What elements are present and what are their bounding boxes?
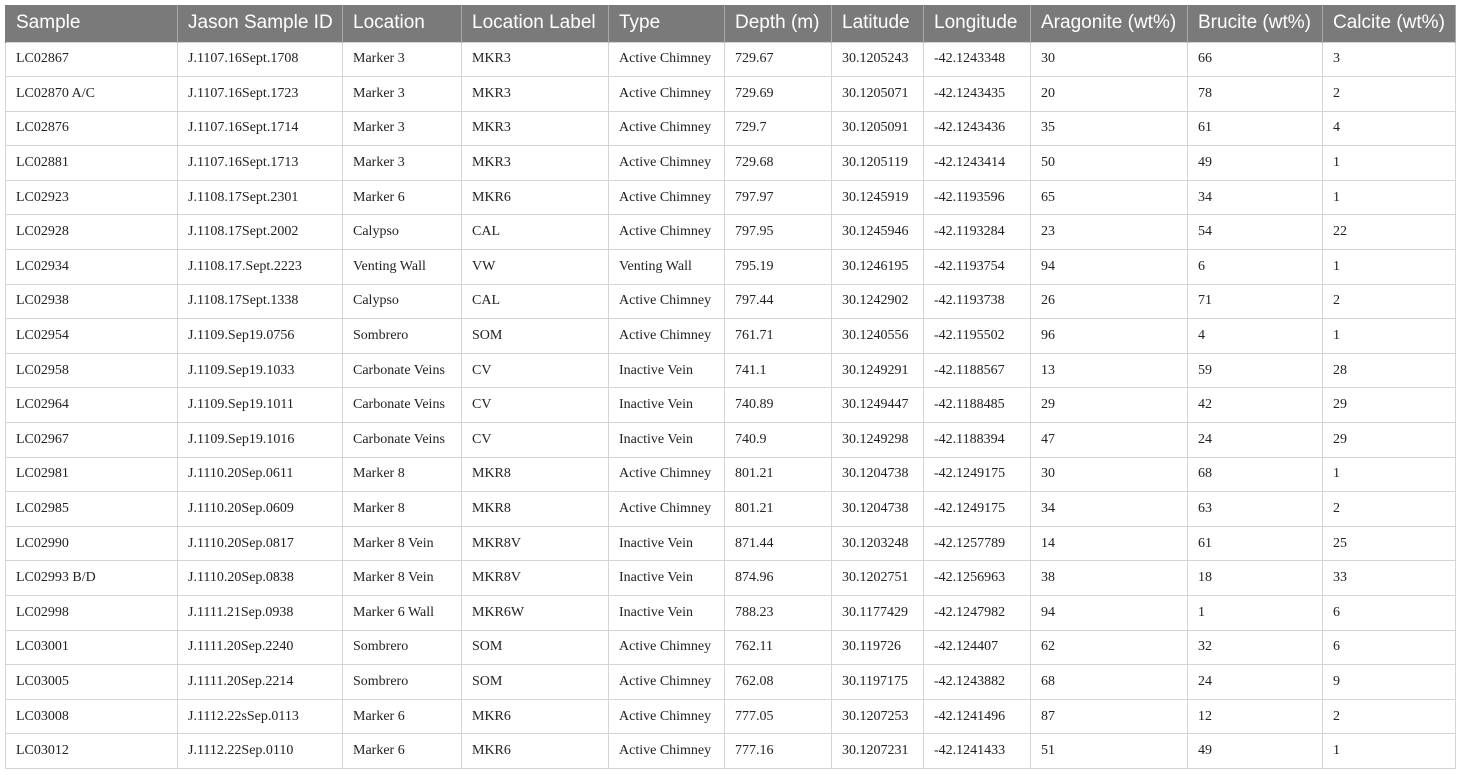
cell-longitude: -42.1243348 xyxy=(924,42,1031,77)
cell-location: Marker 6 Wall xyxy=(343,596,462,631)
cell-location-label: CAL xyxy=(462,284,609,319)
cell-longitude: -42.1243414 xyxy=(924,146,1031,181)
cell-type: Active Chimney xyxy=(609,42,725,77)
table-row xyxy=(6,734,1456,769)
table-row xyxy=(6,250,1456,285)
table-row xyxy=(6,630,1456,665)
cell-sample: LC02867 xyxy=(6,42,178,77)
table-row xyxy=(6,388,1456,423)
cell-sample: LC02981 xyxy=(6,457,178,492)
cell-type: Active Chimney xyxy=(609,457,725,492)
cell-depth: 729.68 xyxy=(725,146,832,181)
cell-longitude: -42.1188567 xyxy=(924,353,1031,388)
table-body xyxy=(6,42,1456,768)
cell-jason-sample-id: J.1107.16Sept.1714 xyxy=(178,111,343,146)
cell-latitude: 30.1205119 xyxy=(832,146,924,181)
cell-aragonite: 26 xyxy=(1031,284,1188,319)
cell-aragonite: 30 xyxy=(1031,42,1188,77)
cell-sample: LC02998 xyxy=(6,596,178,631)
cell-location: Marker 3 xyxy=(343,111,462,146)
cell-location-label: SOM xyxy=(462,665,609,700)
cell-longitude: -42.1195502 xyxy=(924,319,1031,354)
cell-latitude: 30.1177429 xyxy=(832,596,924,631)
cell-depth: 740.89 xyxy=(725,388,832,423)
cell-sample: LC02928 xyxy=(6,215,178,250)
cell-longitude: -42.1247982 xyxy=(924,596,1031,631)
column-header-jason-sample-id: Jason Sample ID xyxy=(178,5,343,42)
cell-location-label: MKR6W xyxy=(462,596,609,631)
cell-calcite: 1 xyxy=(1323,734,1456,769)
cell-calcite: 6 xyxy=(1323,630,1456,665)
cell-brucite: 24 xyxy=(1188,665,1323,700)
cell-type: Active Chimney xyxy=(609,215,725,250)
cell-aragonite: 13 xyxy=(1031,353,1188,388)
cell-aragonite: 14 xyxy=(1031,526,1188,561)
cell-location-label: VW xyxy=(462,250,609,285)
cell-type: Active Chimney xyxy=(609,77,725,112)
cell-type: Inactive Vein xyxy=(609,596,725,631)
column-header-latitude: Latitude xyxy=(832,5,924,42)
column-header-location: Location xyxy=(343,5,462,42)
cell-calcite: 25 xyxy=(1323,526,1456,561)
cell-location: Marker 3 xyxy=(343,146,462,181)
cell-aragonite: 50 xyxy=(1031,146,1188,181)
cell-longitude: -42.1193738 xyxy=(924,284,1031,319)
cell-sample: LC03005 xyxy=(6,665,178,700)
column-header-calcite: Calcite (wt%) xyxy=(1323,5,1456,42)
cell-brucite: 49 xyxy=(1188,734,1323,769)
cell-brucite: 63 xyxy=(1188,492,1323,527)
cell-aragonite: 87 xyxy=(1031,699,1188,734)
cell-depth: 777.16 xyxy=(725,734,832,769)
cell-jason-sample-id: J.1108.17.Sept.2223 xyxy=(178,250,343,285)
cell-aragonite: 35 xyxy=(1031,111,1188,146)
cell-jason-sample-id: J.1111.21Sep.0938 xyxy=(178,596,343,631)
cell-location-label: SOM xyxy=(462,319,609,354)
cell-location-label: CV xyxy=(462,423,609,458)
cell-jason-sample-id: J.1107.16Sept.1713 xyxy=(178,146,343,181)
cell-aragonite: 38 xyxy=(1031,561,1188,596)
cell-longitude: -42.1188394 xyxy=(924,423,1031,458)
cell-longitude: -42.1243882 xyxy=(924,665,1031,700)
cell-calcite: 28 xyxy=(1323,353,1456,388)
cell-depth: 874.96 xyxy=(725,561,832,596)
column-header-location-label: Location Label xyxy=(462,5,609,42)
cell-aragonite: 94 xyxy=(1031,250,1188,285)
cell-calcite: 2 xyxy=(1323,492,1456,527)
cell-location: Sombrero xyxy=(343,630,462,665)
cell-aragonite: 20 xyxy=(1031,77,1188,112)
cell-latitude: 30.1249291 xyxy=(832,353,924,388)
cell-jason-sample-id: J.1107.16Sept.1708 xyxy=(178,42,343,77)
cell-aragonite: 68 xyxy=(1031,665,1188,700)
cell-depth: 797.44 xyxy=(725,284,832,319)
table-row xyxy=(6,665,1456,700)
cell-aragonite: 96 xyxy=(1031,319,1188,354)
cell-brucite: 18 xyxy=(1188,561,1323,596)
cell-calcite: 1 xyxy=(1323,180,1456,215)
cell-brucite: 4 xyxy=(1188,319,1323,354)
cell-calcite: 9 xyxy=(1323,665,1456,700)
column-header-longitude: Longitude xyxy=(924,5,1031,42)
cell-location: Marker 6 xyxy=(343,734,462,769)
cell-latitude: 30.1203248 xyxy=(832,526,924,561)
table-row xyxy=(6,353,1456,388)
cell-location: Marker 3 xyxy=(343,42,462,77)
cell-latitude: 30.1205243 xyxy=(832,42,924,77)
cell-aragonite: 51 xyxy=(1031,734,1188,769)
cell-jason-sample-id: J.1110.20Sep.0611 xyxy=(178,457,343,492)
cell-latitude: 30.1240556 xyxy=(832,319,924,354)
cell-jason-sample-id: J.1112.22Sep.0110 xyxy=(178,734,343,769)
cell-calcite: 29 xyxy=(1323,423,1456,458)
cell-type: Inactive Vein xyxy=(609,526,725,561)
column-header-sample: Sample xyxy=(6,5,178,42)
table-row xyxy=(6,111,1456,146)
cell-type: Inactive Vein xyxy=(609,353,725,388)
cell-aragonite: 62 xyxy=(1031,630,1188,665)
cell-sample: LC03001 xyxy=(6,630,178,665)
cell-latitude: 30.1205071 xyxy=(832,77,924,112)
cell-location: Marker 3 xyxy=(343,77,462,112)
cell-aragonite: 34 xyxy=(1031,492,1188,527)
table-row xyxy=(6,77,1456,112)
cell-type: Active Chimney xyxy=(609,284,725,319)
cell-depth: 801.21 xyxy=(725,457,832,492)
cell-sample: LC02923 xyxy=(6,180,178,215)
cell-calcite: 1 xyxy=(1323,146,1456,181)
cell-brucite: 6 xyxy=(1188,250,1323,285)
cell-depth: 729.67 xyxy=(725,42,832,77)
cell-jason-sample-id: J.1109.Sep19.1033 xyxy=(178,353,343,388)
cell-location: Sombrero xyxy=(343,665,462,700)
cell-location: Calypso xyxy=(343,284,462,319)
cell-calcite: 3 xyxy=(1323,42,1456,77)
data-table xyxy=(5,5,1456,769)
cell-brucite: 49 xyxy=(1188,146,1323,181)
cell-type: Active Chimney xyxy=(609,734,725,769)
cell-brucite: 61 xyxy=(1188,111,1323,146)
cell-latitude: 30.1205091 xyxy=(832,111,924,146)
cell-type: Active Chimney xyxy=(609,111,725,146)
cell-longitude: -42.1249175 xyxy=(924,457,1031,492)
cell-longitude: -42.1193596 xyxy=(924,180,1031,215)
table-row xyxy=(6,215,1456,250)
cell-jason-sample-id: J.1108.17Sept.2002 xyxy=(178,215,343,250)
cell-brucite: 42 xyxy=(1188,388,1323,423)
cell-depth: 740.9 xyxy=(725,423,832,458)
cell-calcite: 1 xyxy=(1323,457,1456,492)
cell-brucite: 1 xyxy=(1188,596,1323,631)
cell-brucite: 61 xyxy=(1188,526,1323,561)
cell-jason-sample-id: J.1108.17Sept.1338 xyxy=(178,284,343,319)
cell-latitude: 30.1245919 xyxy=(832,180,924,215)
cell-sample: LC02870 A/C xyxy=(6,77,178,112)
cell-aragonite: 29 xyxy=(1031,388,1188,423)
cell-calcite: 22 xyxy=(1323,215,1456,250)
column-header-depth: Depth (m) xyxy=(725,5,832,42)
cell-calcite: 33 xyxy=(1323,561,1456,596)
cell-depth: 801.21 xyxy=(725,492,832,527)
cell-latitude: 30.1204738 xyxy=(832,457,924,492)
cell-brucite: 71 xyxy=(1188,284,1323,319)
cell-type: Active Chimney xyxy=(609,699,725,734)
cell-location-label: MKR8V xyxy=(462,561,609,596)
table-row xyxy=(6,457,1456,492)
table-row xyxy=(6,699,1456,734)
table-row xyxy=(6,42,1456,77)
cell-latitude: 30.1207253 xyxy=(832,699,924,734)
cell-sample: LC03008 xyxy=(6,699,178,734)
cell-type: Active Chimney xyxy=(609,180,725,215)
cell-type: Inactive Vein xyxy=(609,388,725,423)
cell-location-label: MKR3 xyxy=(462,146,609,181)
cell-location: Marker 8 xyxy=(343,492,462,527)
cell-sample: LC02954 xyxy=(6,319,178,354)
cell-location: Carbonate Veins xyxy=(343,353,462,388)
column-header-type: Type xyxy=(609,5,725,42)
cell-longitude: -42.1241433 xyxy=(924,734,1031,769)
cell-latitude: 30.1245946 xyxy=(832,215,924,250)
cell-location: Sombrero xyxy=(343,319,462,354)
cell-calcite: 2 xyxy=(1323,284,1456,319)
cell-calcite: 2 xyxy=(1323,77,1456,112)
cell-calcite: 1 xyxy=(1323,250,1456,285)
cell-location-label: MKR3 xyxy=(462,42,609,77)
cell-location-label: CV xyxy=(462,353,609,388)
cell-aragonite: 65 xyxy=(1031,180,1188,215)
cell-brucite: 54 xyxy=(1188,215,1323,250)
table-row xyxy=(6,423,1456,458)
cell-depth: 762.11 xyxy=(725,630,832,665)
cell-brucite: 59 xyxy=(1188,353,1323,388)
cell-jason-sample-id: J.1111.20Sep.2240 xyxy=(178,630,343,665)
cell-jason-sample-id: J.1109.Sep19.1011 xyxy=(178,388,343,423)
cell-depth: 797.97 xyxy=(725,180,832,215)
cell-depth: 797.95 xyxy=(725,215,832,250)
cell-aragonite: 23 xyxy=(1031,215,1188,250)
cell-location-label: MKR8 xyxy=(462,492,609,527)
cell-brucite: 66 xyxy=(1188,42,1323,77)
cell-brucite: 12 xyxy=(1188,699,1323,734)
cell-jason-sample-id: J.1109.Sep19.1016 xyxy=(178,423,343,458)
cell-sample: LC02934 xyxy=(6,250,178,285)
cell-depth: 788.23 xyxy=(725,596,832,631)
cell-location: Marker 8 Vein xyxy=(343,526,462,561)
cell-latitude: 30.1249298 xyxy=(832,423,924,458)
cell-calcite: 2 xyxy=(1323,699,1456,734)
cell-longitude: -42.1241496 xyxy=(924,699,1031,734)
cell-depth: 729.69 xyxy=(725,77,832,112)
cell-type: Venting Wall xyxy=(609,250,725,285)
cell-depth: 871.44 xyxy=(725,526,832,561)
cell-brucite: 78 xyxy=(1188,77,1323,112)
cell-sample: LC03012 xyxy=(6,734,178,769)
cell-aragonite: 94 xyxy=(1031,596,1188,631)
cell-location: Marker 8 Vein xyxy=(343,561,462,596)
cell-location: Venting Wall xyxy=(343,250,462,285)
cell-depth: 741.1 xyxy=(725,353,832,388)
table-row xyxy=(6,526,1456,561)
cell-location-label: MKR3 xyxy=(462,111,609,146)
cell-location-label: SOM xyxy=(462,630,609,665)
table-row xyxy=(6,146,1456,181)
cell-jason-sample-id: J.1110.20Sep.0817 xyxy=(178,526,343,561)
cell-sample: LC02990 xyxy=(6,526,178,561)
table-row xyxy=(6,284,1456,319)
cell-type: Active Chimney xyxy=(609,492,725,527)
cell-location: Marker 6 xyxy=(343,180,462,215)
cell-sample: LC02881 xyxy=(6,146,178,181)
cell-longitude: -42.1193754 xyxy=(924,250,1031,285)
cell-brucite: 24 xyxy=(1188,423,1323,458)
cell-sample: LC02964 xyxy=(6,388,178,423)
cell-location-label: CV xyxy=(462,388,609,423)
cell-calcite: 29 xyxy=(1323,388,1456,423)
cell-sample: LC02985 xyxy=(6,492,178,527)
cell-brucite: 32 xyxy=(1188,630,1323,665)
cell-longitude: -42.1249175 xyxy=(924,492,1031,527)
cell-location-label: MKR8V xyxy=(462,526,609,561)
cell-location: Carbonate Veins xyxy=(343,423,462,458)
cell-jason-sample-id: J.1109.Sep19.0756 xyxy=(178,319,343,354)
cell-longitude: -42.1188485 xyxy=(924,388,1031,423)
cell-sample: LC02958 xyxy=(6,353,178,388)
cell-location-label: MKR8 xyxy=(462,457,609,492)
cell-brucite: 68 xyxy=(1188,457,1323,492)
table-row xyxy=(6,180,1456,215)
table-row xyxy=(6,561,1456,596)
cell-sample: LC02993 B/D xyxy=(6,561,178,596)
cell-jason-sample-id: J.1110.20Sep.0838 xyxy=(178,561,343,596)
cell-location-label: MKR6 xyxy=(462,180,609,215)
cell-type: Active Chimney xyxy=(609,146,725,181)
cell-latitude: 30.1207231 xyxy=(832,734,924,769)
cell-type: Inactive Vein xyxy=(609,423,725,458)
cell-latitude: 30.1197175 xyxy=(832,665,924,700)
cell-sample: LC02967 xyxy=(6,423,178,458)
cell-location: Calypso xyxy=(343,215,462,250)
header-row xyxy=(6,5,1456,42)
cell-longitude: -42.1193284 xyxy=(924,215,1031,250)
cell-depth: 761.71 xyxy=(725,319,832,354)
cell-jason-sample-id: J.1112.22sSep.0113 xyxy=(178,699,343,734)
cell-latitude: 30.1202751 xyxy=(832,561,924,596)
cell-depth: 795.19 xyxy=(725,250,832,285)
cell-latitude: 30.1246195 xyxy=(832,250,924,285)
cell-sample: LC02876 xyxy=(6,111,178,146)
cell-depth: 729.7 xyxy=(725,111,832,146)
cell-longitude: -42.1256963 xyxy=(924,561,1031,596)
column-header-brucite: Brucite (wt%) xyxy=(1188,5,1323,42)
cell-calcite: 6 xyxy=(1323,596,1456,631)
cell-location-label: CAL xyxy=(462,215,609,250)
cell-calcite: 1 xyxy=(1323,319,1456,354)
cell-location: Marker 8 xyxy=(343,457,462,492)
cell-location: Marker 6 xyxy=(343,699,462,734)
cell-location-label: MKR3 xyxy=(462,77,609,112)
cell-aragonite: 30 xyxy=(1031,457,1188,492)
column-header-aragonite: Aragonite (wt%) xyxy=(1031,5,1188,42)
cell-latitude: 30.1242902 xyxy=(832,284,924,319)
cell-latitude: 30.119726 xyxy=(832,630,924,665)
table-row xyxy=(6,319,1456,354)
cell-type: Active Chimney xyxy=(609,319,725,354)
cell-type: Inactive Vein xyxy=(609,561,725,596)
cell-type: Active Chimney xyxy=(609,630,725,665)
cell-sample: LC02938 xyxy=(6,284,178,319)
cell-jason-sample-id: J.1110.20Sep.0609 xyxy=(178,492,343,527)
cell-aragonite: 47 xyxy=(1031,423,1188,458)
cell-longitude: -42.1257789 xyxy=(924,526,1031,561)
cell-longitude: -42.124407 xyxy=(924,630,1031,665)
cell-jason-sample-id: J.1111.20Sep.2214 xyxy=(178,665,343,700)
cell-longitude: -42.1243436 xyxy=(924,111,1031,146)
cell-jason-sample-id: J.1108.17Sept.2301 xyxy=(178,180,343,215)
cell-location: Carbonate Veins xyxy=(343,388,462,423)
cell-latitude: 30.1204738 xyxy=(832,492,924,527)
cell-depth: 777.05 xyxy=(725,699,832,734)
cell-location-label: MKR6 xyxy=(462,734,609,769)
cell-jason-sample-id: J.1107.16Sept.1723 xyxy=(178,77,343,112)
cell-location-label: MKR6 xyxy=(462,699,609,734)
cell-calcite: 4 xyxy=(1323,111,1456,146)
cell-brucite: 34 xyxy=(1188,180,1323,215)
table-row xyxy=(6,596,1456,631)
cell-depth: 762.08 xyxy=(725,665,832,700)
table-row xyxy=(6,492,1456,527)
cell-latitude: 30.1249447 xyxy=(832,388,924,423)
cell-longitude: -42.1243435 xyxy=(924,77,1031,112)
cell-type: Active Chimney xyxy=(609,665,725,700)
